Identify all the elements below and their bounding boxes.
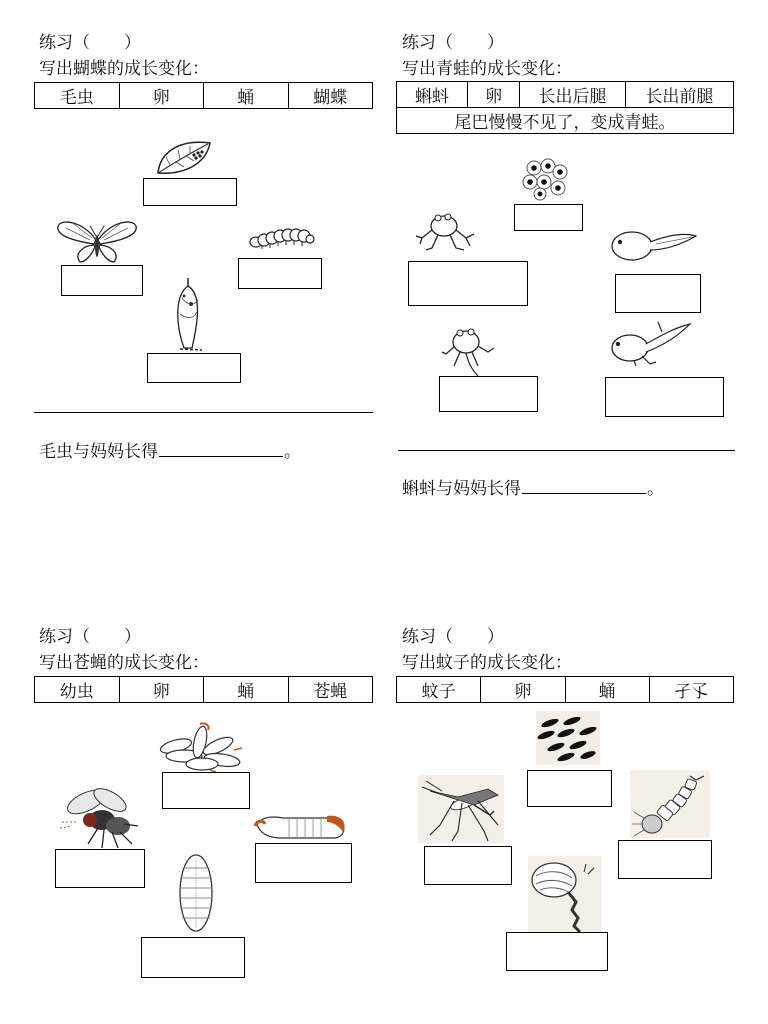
q2-word: 卵 <box>468 82 520 108</box>
q1-word: 卵 <box>119 83 204 109</box>
q3-heading: 练习（ ） <box>39 627 141 647</box>
q2-word: 长出后腿 <box>520 82 625 108</box>
q1-instruction: 写出蝴蝶的成长变化： <box>39 59 209 79</box>
q1-answer-box-egg[interactable] <box>143 178 237 206</box>
q1-answer-box-chrysalis[interactable] <box>147 353 241 383</box>
q2-answer-box-frog[interactable] <box>408 261 528 306</box>
butterfly-image <box>54 218 140 266</box>
q2-sentence-blank[interactable] <box>522 478 646 494</box>
q2-word-bank <box>396 81 734 134</box>
q4-answer-box-mosquito[interactable] <box>424 846 512 885</box>
q3-answer-box-maggot[interactable] <box>255 843 352 883</box>
frog-eggs-image <box>520 158 570 202</box>
q4-answer-box-egg[interactable] <box>527 770 612 807</box>
q1-answer-box-butterfly[interactable] <box>61 265 143 296</box>
q3-answer-box-pupa[interactable] <box>141 937 245 978</box>
q3-word: 蛹 <box>204 677 289 703</box>
q2-answer-box-egg[interactable] <box>514 204 583 231</box>
q4-word: 卵 <box>481 677 565 703</box>
q1-sentence: 毛虫与妈妈长得 。 <box>39 442 301 462</box>
q4-word: 蛹 <box>565 677 649 703</box>
mosquito-image <box>418 775 504 843</box>
q3-word: 苍蝇 <box>288 677 373 703</box>
fly-pupa-image <box>176 852 216 934</box>
q1-word: 毛虫 <box>35 83 120 109</box>
tadpole-image <box>606 222 700 270</box>
q2-answer-box-tadpole[interactable] <box>615 274 701 313</box>
mosquito-pupa-image <box>528 856 602 934</box>
q3-word: 幼虫 <box>35 677 120 703</box>
q4-instruction: 写出蚊子的成长变化： <box>402 653 572 673</box>
fly-eggs-image <box>156 720 246 772</box>
q2-sentence: 蝌蚪与妈妈长得 。 <box>402 479 664 499</box>
q2-heading: 练习（ ） <box>402 33 504 53</box>
caterpillar-image <box>248 222 316 250</box>
q4-word: 蚊子 <box>397 677 481 703</box>
q3-word-bank <box>34 676 373 703</box>
q4-answer-box-pupa[interactable] <box>506 932 608 971</box>
housefly-image <box>58 786 142 850</box>
q3-word: 卵 <box>119 677 204 703</box>
maggot-image <box>253 806 353 846</box>
q4-word-bank <box>396 676 734 703</box>
q1-word: 蛹 <box>204 83 289 109</box>
leaf-with-eggs-image <box>150 131 220 177</box>
tadpole-with-legs-image <box>604 318 694 368</box>
q1-heading: 练习（ ） <box>39 33 141 53</box>
q1-divider <box>34 412 373 413</box>
q3-instruction: 写出苍蝇的成长变化： <box>39 653 209 673</box>
q2-answer-box-froglet[interactable] <box>439 376 538 412</box>
q2-word: 长出前腿 <box>625 82 733 108</box>
mosquito-eggs-image <box>536 711 600 765</box>
q2-answer-box-tadpole-legs[interactable] <box>605 377 724 417</box>
q1-answer-box-caterpillar[interactable] <box>238 258 322 289</box>
q2-instruction: 写出青蛙的成长变化： <box>402 59 572 79</box>
mosquito-larva-image <box>630 770 710 838</box>
q1-sentence-blank[interactable] <box>159 441 283 457</box>
q2-word-row2: 尾巴慢慢不见了，变成青蛙。 <box>397 108 734 134</box>
q4-heading: 练习（ ） <box>402 627 504 647</box>
q2-word: 蝌蚪 <box>397 82 468 108</box>
q4-word: 孑孓 <box>649 677 733 703</box>
q1-word-bank <box>34 82 373 109</box>
frog-image <box>414 204 478 254</box>
froglet-image <box>438 316 498 378</box>
q3-answer-box-fly[interactable] <box>55 849 145 888</box>
q2-divider <box>398 450 735 451</box>
q4-answer-box-larva[interactable] <box>618 840 712 879</box>
chrysalis-image <box>166 276 212 354</box>
q1-word: 蝴蝶 <box>288 83 373 109</box>
q3-answer-box-egg[interactable] <box>162 772 250 809</box>
